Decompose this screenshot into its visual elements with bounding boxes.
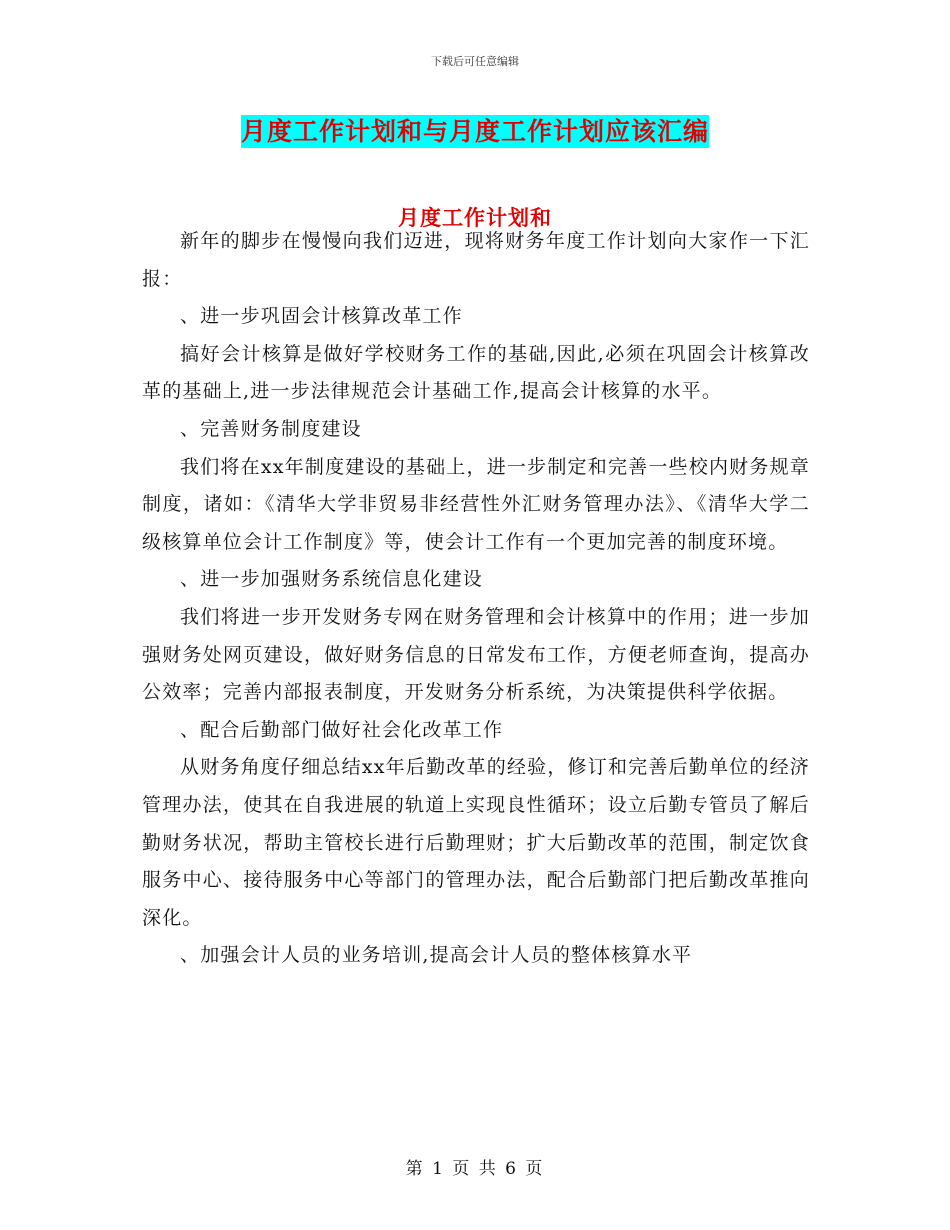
document-title: [0, 112, 950, 148]
section-title: 月度工作计划和: [398, 206, 552, 230]
paragraph-item-2: 我们将在xx年制度建设的基础上，进一步制定和完善一些校内财务规章制度，诸如：《清华大学非贸易非经营性外汇财务管理办法》、《清华大学二级核算单位会计工作制度》等，使会计工作有一个更加完善的制度环境。: [142, 455, 810, 553]
heading-item-5: 、加强会计人员的业务培训,提高会计人员的整体核算水平: [180, 944, 693, 967]
heading-item-4: 、配合后勤部门做好社会化改革工作: [180, 718, 504, 741]
heading-item-3: 、进一步加强财务系统信息化建设: [180, 568, 484, 591]
paragraph-intro: 新年的脚步在慢慢向我们迈进，现将财务年度工作计划向大家作一下汇报：: [142, 230, 810, 290]
page-footer: 第 1 页 共 6 页: [405, 1159, 545, 1179]
header-note: 下载后可任意编辑: [431, 55, 519, 68]
heading-item-1: 、进一步巩固会计核算改革工作: [180, 305, 463, 328]
heading-item-2: 、完善财务制度建设: [180, 417, 362, 440]
paragraph-item-4: 从财务角度仔细总结xx年后勤改革的经验，修订和完善后勤单位的经济管理办法，使其在自我进展的轨道上实现良性循环；设立后勤专管员了解后勤财务状况，帮助主管校长进行后勤理财；扩大后勤改革的范围，制定饮食服务中心、接待服务中心等部门的管理办法，配合后勤部门把后勤改革推向深化。: [142, 756, 810, 929]
document-title-text: 月度工作计划和与月度工作计划应该汇编: [240, 117, 709, 146]
paragraph-item-1: 搞好会计核算是做好学校财务工作的基础,因此,必须在巩固会计核算改革的基础上,进一步法律规范会计基础工作,提高会计核算的水平。: [142, 342, 810, 403]
document-body: [142, 219, 810, 975]
paragraph-item-3: 我们将进一步开发财务专网在财务管理和会计核算中的作用；进一步加强财务处网页建设，做好财务信息的日常发布工作，方便老师查询，提高办公效率；完善内部报表制度，开发财务分析系统，为决策提供科学依据。: [142, 605, 810, 704]
